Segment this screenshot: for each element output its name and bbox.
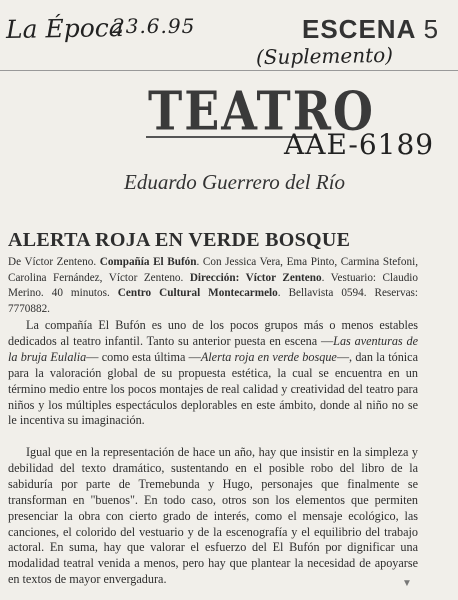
article-paragraph bbox=[8, 318, 418, 429]
paragraph-text: —, dan la tónica para la valoración global de su propuesta estética, la cual se encuentra en un término medio entre los pocos montajes de real calidad y creatividad del teatro para niños y los múltiples espectáculos deplorables en este ámbito, donde al niño no se le incentiva su imaginación. bbox=[8, 349, 418, 428]
paragraph-text: La compañía El Bufón es uno de los pocos grupos más o menos estables dedicados al teatro infantil. Tanto su anterior puesta en escena — bbox=[8, 318, 418, 348]
handwritten-date-note: 23.6.95 bbox=[112, 14, 196, 38]
end-mark: ▼ bbox=[402, 578, 412, 589]
handwritten-source-note: La Época bbox=[5, 12, 124, 45]
credits-company: Compañía El Bufón bbox=[99, 256, 197, 268]
credits-address: . Bellavista 0594. Reservas: 7770882. bbox=[8, 287, 418, 315]
play-title: Las aventuras de la bruja Eulalia bbox=[8, 333, 419, 364]
production-credits bbox=[8, 255, 418, 317]
section-heading: TEATRO bbox=[148, 80, 375, 143]
section-number: 5 bbox=[423, 14, 440, 44]
article-title: ALERTA ROJA EN VERDE BOSQUE bbox=[8, 229, 351, 251]
credits-author: De Víctor Zenteno. bbox=[8, 256, 100, 268]
credits-cast: . Con Jessica Vera, Ema Pinto, Carmina Stefoni, Carolina Fernández, Víctor Zenteno. bbox=[8, 256, 418, 284]
play-title: Alerta roja en verde bosque bbox=[200, 349, 337, 364]
article-paragraph: Igual que en la representación de hace un año, hay que insistir en la simpleza y debilidad del texto dramático, sustentando en el posible robo del libro de la sabiduría por parte de Tremebunda y Hugo, personajes que finalmente se transforman en "buenos". En todo caso, otros son los elementos que permiten presenciar la obra con cierto grado de interés, como el mensaje ecológico, las canciones, el colorido del vestuario y de la escenografía y el equilibrio del trabajo actoral. En suma, hay que valorar el esfuerzo del El Bufón por dignificar una modalidad teatral venida a menos, pero hay que plantear la necesidad de apoyarse en textos de mayor envergadura. bbox=[8, 445, 418, 587]
paragraph-text: — como esta última — bbox=[86, 349, 201, 364]
top-divider bbox=[0, 70, 458, 71]
section-name: ESCENA bbox=[302, 14, 416, 44]
credits-venue: Centro Cultural Montecarmelo bbox=[117, 287, 278, 299]
credits-wardrobe: . Vestuario: Claudio Merino. 40 minutos. bbox=[8, 271, 418, 299]
handwritten-archive-code: AAE-6189 bbox=[284, 128, 435, 161]
credits-director: Dirección: Víctor Zenteno bbox=[189, 271, 322, 284]
section-title bbox=[302, 14, 439, 45]
handwritten-supplement-note: (Suplemento) bbox=[255, 42, 394, 70]
author-byline: Eduardo Guerrero del Río bbox=[124, 170, 346, 194]
